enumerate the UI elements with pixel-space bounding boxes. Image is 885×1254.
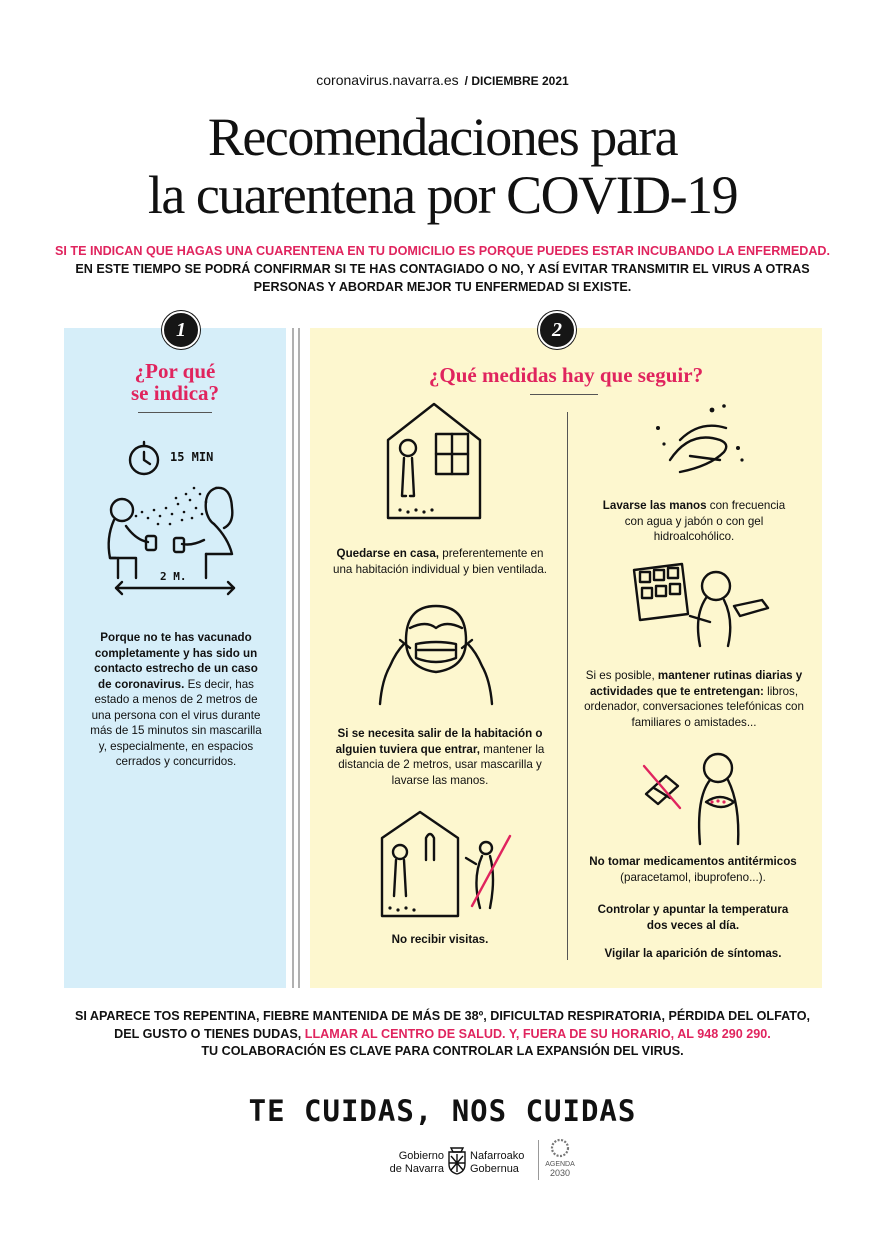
section-1-heading bbox=[64, 360, 286, 404]
measure-wash-hands-bold: Lavarse las manos bbox=[602, 499, 707, 512]
measure-keep-distance-rest: mantener la distancia de 2 metros, usar mascarilla y lavarse las manos. bbox=[338, 742, 545, 787]
gov-es-line-1: Gobierno bbox=[398, 1150, 444, 1162]
measure-keep-distance-bold: Si se necesita salir de la habitación o alguien tuviera que entrar, bbox=[335, 727, 543, 756]
title-line-2: la cuarentena por COVID-19 bbox=[147, 165, 738, 225]
measure-no-antipyretics bbox=[586, 854, 800, 885]
section-1-text-bold: Porque no te has vacunado completamente y has sido un contacto estrecho de un caso de coronavirus. bbox=[94, 631, 258, 691]
section-2-rule bbox=[530, 394, 598, 395]
slogan: TE CUIDAS, NOS CUIDAS bbox=[248, 1094, 637, 1128]
measure-keep-distance bbox=[326, 726, 554, 788]
measure-wash-hands-rest: con frecuencia con agua y jabón o con gel hidroalcohólico. bbox=[624, 499, 786, 543]
footer-warning bbox=[40, 1008, 845, 1061]
gov-logo-eu bbox=[470, 1150, 540, 1176]
timer-label: 15 MIN bbox=[170, 450, 214, 464]
publication-date: / DICIEMBRE 2021 bbox=[464, 74, 569, 88]
agenda-line-2: 2030 bbox=[549, 1168, 571, 1178]
intro-line-3: PERSONAS Y ABORDAR MEJOR TU ENFERMEDAD SI EXISTE. bbox=[253, 280, 632, 294]
title-line-1: Recomendaciones para bbox=[207, 107, 678, 167]
no-visits-icon bbox=[376, 808, 516, 920]
navarra-shield-icon bbox=[446, 1146, 468, 1176]
footer-line-2-black: DEL GUSTO O TIENES DUDAS, bbox=[114, 1026, 305, 1041]
measure-no-antipyretics-rest: (paracetamol, ibuprofeno...). bbox=[620, 870, 766, 884]
site-header bbox=[0, 72, 885, 88]
measure-no-visits-bold: No recibir visitas. bbox=[391, 933, 489, 946]
footer-line-2 bbox=[40, 1026, 845, 1044]
intro-line-2: EN ESTE TIEMPO SE PODRÁ CONFIRMAR SI TE HAS CONTAGIADO O NO, Y ASÍ EVITAR TRANSMITIR EL VIRUS A OTRAS bbox=[75, 262, 810, 276]
measure-wash-hands bbox=[596, 498, 792, 545]
site-url[interactable]: coronavirus.navarra.es bbox=[316, 72, 459, 88]
footer-line-3: TU COLABORACIÓN ES CLAVE PARA CONTROLAR LA EXPANSIÓN DEL VIRUS. bbox=[201, 1044, 684, 1058]
measure-temperature-bold: Controlar y apuntar la temperatura dos veces al día. bbox=[597, 903, 789, 932]
panel-divider-left bbox=[292, 328, 294, 988]
measure-no-antipyretics-bold: No tomar medicamentos antitérmicos bbox=[589, 855, 797, 868]
measure-symptoms-bold: Vigilar la aparición de síntomas. bbox=[604, 947, 782, 960]
section-2-number: 2 bbox=[538, 311, 576, 349]
logo-separator bbox=[538, 1140, 539, 1180]
footer-line-1: SI APARECE TOS REPENTINA, FIEBRE MANTENIDA DE MÁS DE 38º, DIFICULTAD RESPIRATORIA, PÉRDIDA DEL OLFATO, bbox=[74, 1009, 811, 1023]
measure-stay-home-rest: preferentemente en una habitación individual y bien ventilada. bbox=[333, 547, 547, 576]
section-1-rule bbox=[138, 412, 212, 413]
section-1-text bbox=[88, 630, 264, 770]
measure-stay-home bbox=[330, 546, 550, 577]
house-icon bbox=[380, 400, 490, 525]
gov-es-line-2: de Navarra bbox=[389, 1163, 444, 1175]
intro-text bbox=[40, 242, 845, 296]
agenda-2030-label bbox=[540, 1160, 580, 1178]
agenda-line-1: AGENDA bbox=[545, 1161, 575, 1168]
section-1-number: 1 bbox=[162, 311, 200, 349]
section-2-column-divider bbox=[567, 412, 568, 960]
section-1-text-rest: Es decir, has estado a menos de 2 metros de una persona con el virus durante más de 15 minutos sin mascarilla y, especialmente, en espacios cerrados y concurridos. bbox=[90, 677, 262, 768]
no-medication-icon bbox=[640, 748, 750, 848]
section-2-heading: ¿Qué medidas hay que seguir? bbox=[428, 363, 704, 387]
page-title bbox=[0, 108, 885, 224]
measure-routines bbox=[580, 668, 808, 730]
measure-stay-home-bold: Quedarse en casa, bbox=[336, 547, 440, 560]
measure-no-visits bbox=[330, 932, 550, 948]
section-1-heading-line-1: ¿Por qué bbox=[134, 359, 216, 383]
measure-routines-rest: libros, ordenador, conversaciones telefónicas con familiares o amistades... bbox=[584, 684, 804, 729]
mask-face-icon bbox=[376, 600, 496, 710]
section-1-heading-line-2: se indica? bbox=[130, 381, 220, 405]
hand-washing-icon bbox=[650, 400, 750, 480]
measure-temperature bbox=[586, 902, 800, 933]
distance-label: 2 M. bbox=[160, 570, 187, 583]
intro-red-line: SI TE INDICAN QUE HAGAS UNA CUARENTENA EN TU DOMICILIO ES PORQUE PUEDES ESTAR INCUBANDO LA ENFERMEDAD. bbox=[54, 244, 831, 258]
gov-eu-line-2: Gobernua bbox=[470, 1163, 519, 1175]
measure-routines-pre: Si es posible, bbox=[585, 669, 658, 682]
gov-logo-es bbox=[374, 1150, 444, 1176]
gov-eu-line-1: Nafarroako bbox=[470, 1150, 525, 1162]
measure-routines-bold: mantener rutinas diarias y actividades que te entretengan: bbox=[589, 669, 803, 698]
agenda-2030-icon bbox=[550, 1138, 570, 1158]
measure-symptoms bbox=[586, 946, 800, 962]
panel-divider-right bbox=[298, 328, 300, 988]
daily-routine-icon bbox=[630, 560, 770, 652]
footer-line-2-red: LLAMAR AL CENTRO DE SALUD. Y, FUERA DE SU HORARIO, AL 948 290 290. bbox=[304, 1026, 771, 1041]
